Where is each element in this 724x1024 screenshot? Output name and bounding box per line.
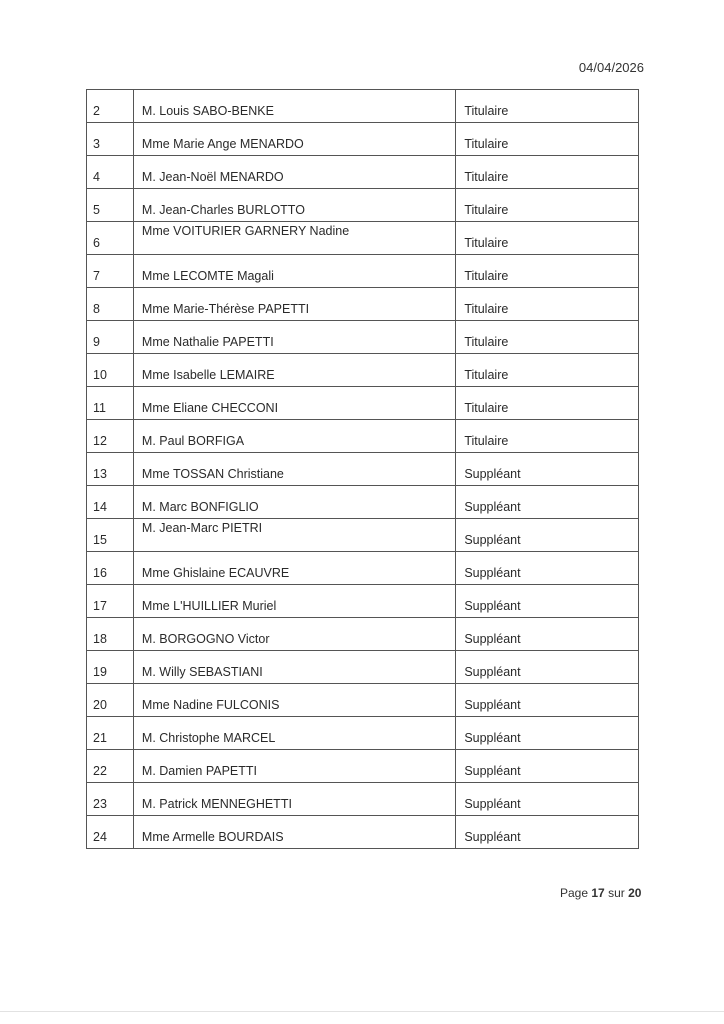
member-name: Mme TOSSAN Christiane	[133, 453, 455, 486]
row-number: 23	[87, 783, 134, 816]
member-role: Suppléant	[456, 552, 639, 585]
member-name: M. Damien PAPETTI	[133, 750, 455, 783]
page-prefix: Page	[560, 886, 589, 900]
member-role: Suppléant	[456, 585, 639, 618]
scan-edge-divider	[0, 1011, 724, 1012]
table-row	[87, 123, 639, 156]
member-role: Titulaire	[456, 321, 639, 354]
members-table	[86, 89, 639, 849]
row-number: 18	[87, 618, 134, 651]
row-number: 6	[87, 222, 134, 255]
table-row	[87, 519, 639, 552]
row-number: 10	[87, 354, 134, 387]
table-row	[87, 783, 639, 816]
member-role: Suppléant	[456, 519, 639, 552]
document-date: 04/04/2026	[578, 60, 644, 75]
member-role: Suppléant	[456, 684, 639, 717]
row-number: 19	[87, 651, 134, 684]
member-name: Mme Marie Ange MENARDO	[133, 123, 455, 156]
table-row	[87, 189, 639, 222]
member-name: M. Paul BORFIGA	[133, 420, 455, 453]
row-number: 21	[87, 717, 134, 750]
table-row	[87, 717, 639, 750]
table-row	[87, 255, 639, 288]
table-row	[87, 420, 639, 453]
table-row	[87, 816, 639, 849]
page-sep: sur	[608, 886, 625, 900]
row-number: 15	[87, 519, 134, 552]
member-role: Titulaire	[456, 288, 639, 321]
member-name: Mme Eliane CHECCONI	[133, 387, 455, 420]
member-name: Mme L'HUILLIER Muriel	[133, 585, 455, 618]
row-number: 5	[87, 189, 134, 222]
member-name: M. Christophe MARCEL	[133, 717, 455, 750]
member-name: Mme Ghislaine ECAUVRE	[133, 552, 455, 585]
table-row	[87, 321, 639, 354]
member-name: M. Marc BONFIGLIO	[133, 486, 455, 519]
member-name: Mme Nathalie PAPETTI	[133, 321, 455, 354]
row-number: 13	[87, 453, 134, 486]
member-name: Mme Armelle BOURDAIS	[133, 816, 455, 849]
page-total: 20	[628, 886, 642, 900]
table-row	[87, 750, 639, 783]
table-row	[87, 651, 639, 684]
table-row	[87, 552, 639, 585]
table-row	[87, 684, 639, 717]
member-role: Titulaire	[456, 90, 639, 123]
member-role: Suppléant	[456, 486, 639, 519]
row-number: 3	[87, 123, 134, 156]
member-role: Titulaire	[456, 255, 639, 288]
row-number: 17	[87, 585, 134, 618]
row-number: 24	[87, 816, 134, 849]
member-name: M. Jean-Marc PIETRI	[133, 519, 455, 552]
members-table-body	[87, 90, 639, 849]
member-name: M. Jean-Charles BURLOTTO	[133, 189, 455, 222]
page-current: 17	[591, 886, 605, 900]
row-number: 22	[87, 750, 134, 783]
row-number: 12	[87, 420, 134, 453]
member-role: Titulaire	[456, 222, 639, 255]
member-name: M. BORGOGNO Victor	[133, 618, 455, 651]
table-row	[87, 222, 639, 255]
table-row	[87, 288, 639, 321]
row-number: 7	[87, 255, 134, 288]
table-row	[87, 618, 639, 651]
member-role: Titulaire	[456, 156, 639, 189]
member-role: Suppléant	[456, 618, 639, 651]
member-name: Mme VOITURIER GARNERY Nadine	[133, 222, 455, 255]
member-name: M. Louis SABO-BENKE	[133, 90, 455, 123]
table-row	[87, 486, 639, 519]
row-number: 9	[87, 321, 134, 354]
member-role: Titulaire	[456, 387, 639, 420]
member-name: M. Patrick MENNEGHETTI	[133, 783, 455, 816]
member-name: M. Jean-Noël MENARDO	[133, 156, 455, 189]
member-role: Suppléant	[456, 453, 639, 486]
member-role: Titulaire	[456, 123, 639, 156]
row-number: 20	[87, 684, 134, 717]
member-name: Mme Marie-Thérèse PAPETTI	[133, 288, 455, 321]
member-name: Mme Isabelle LEMAIRE	[133, 354, 455, 387]
member-role: Titulaire	[456, 420, 639, 453]
member-role: Titulaire	[456, 189, 639, 222]
member-role: Titulaire	[456, 354, 639, 387]
table-row	[87, 585, 639, 618]
table-row	[87, 156, 639, 189]
table-row	[87, 354, 639, 387]
row-number: 14	[87, 486, 134, 519]
member-role: Suppléant	[456, 750, 639, 783]
member-name: Mme LECOMTE Magali	[133, 255, 455, 288]
row-number: 4	[87, 156, 134, 189]
page-number	[560, 886, 641, 900]
row-number: 8	[87, 288, 134, 321]
member-role: Suppléant	[456, 651, 639, 684]
member-role: Suppléant	[456, 717, 639, 750]
table-row	[87, 387, 639, 420]
member-role: Suppléant	[456, 816, 639, 849]
row-number: 11	[87, 387, 134, 420]
row-number: 16	[87, 552, 134, 585]
member-role: Suppléant	[456, 783, 639, 816]
member-name: Mme Nadine FULCONIS	[133, 684, 455, 717]
table-row	[87, 453, 639, 486]
row-number: 2	[87, 90, 134, 123]
table-row	[87, 90, 639, 123]
member-name: M. Willy SEBASTIANI	[133, 651, 455, 684]
